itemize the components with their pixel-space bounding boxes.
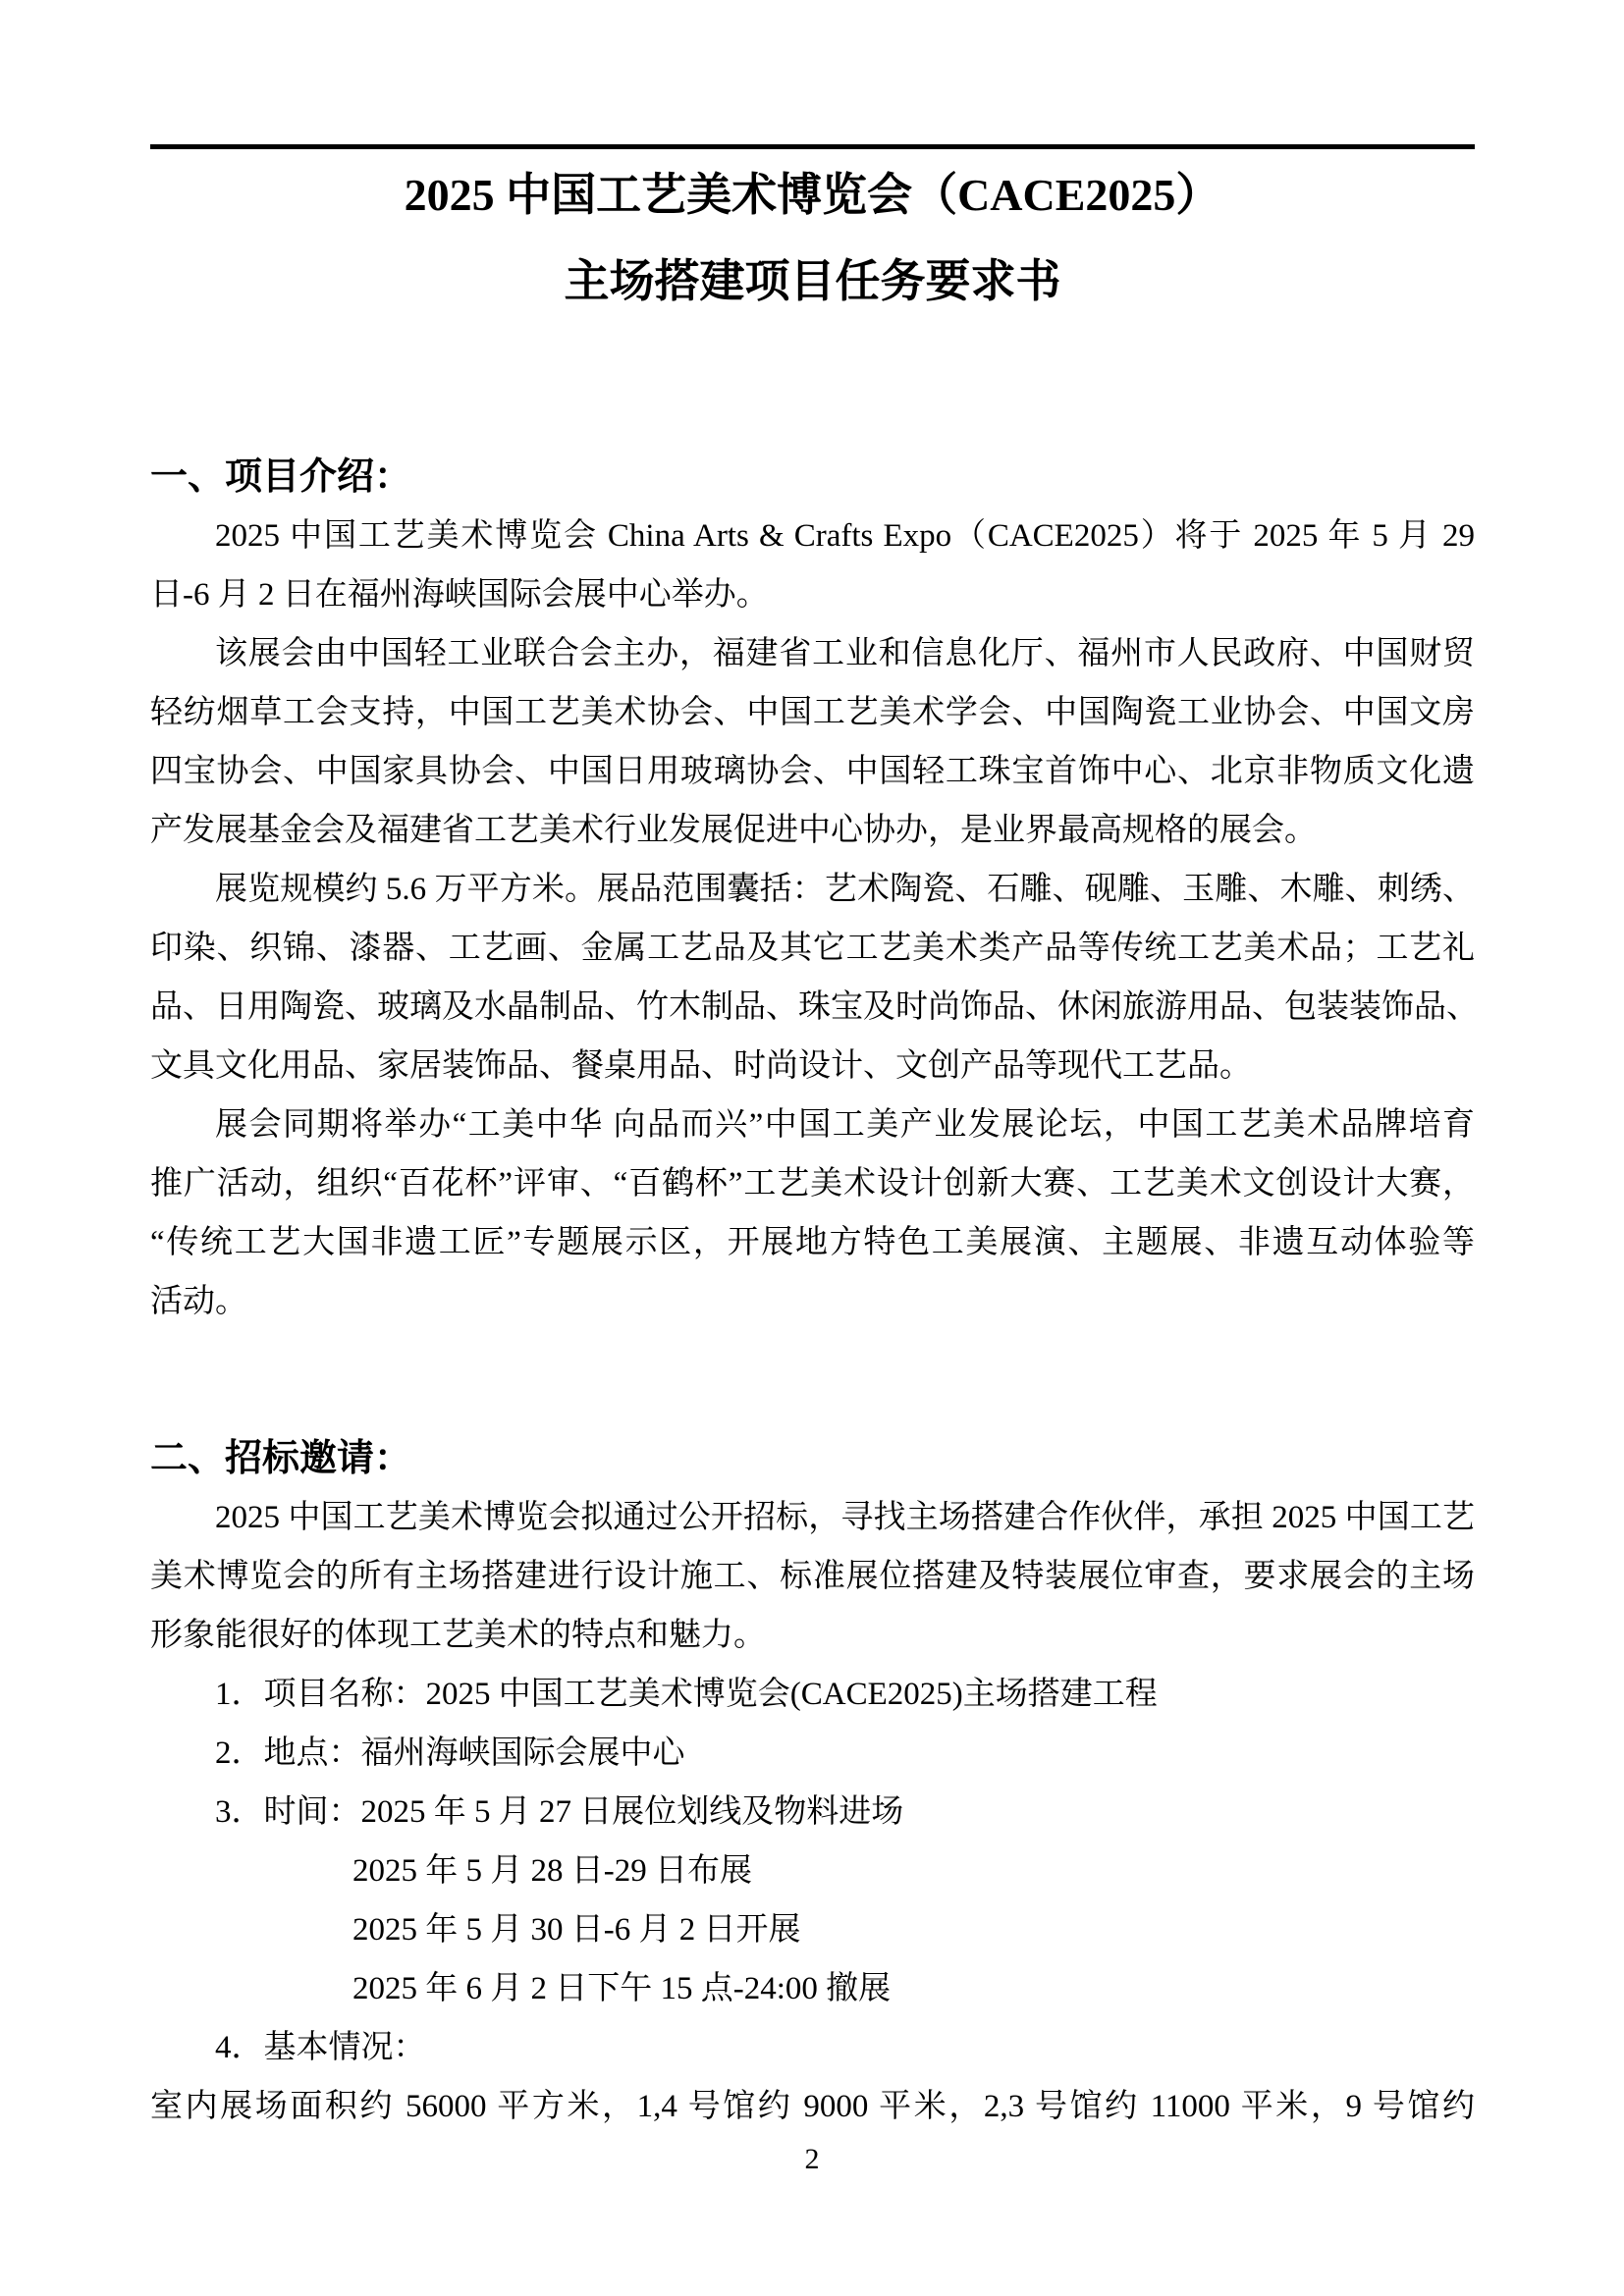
- paragraph-line: 品、日用陶瓷、玻璃及水晶制品、竹木制品、珠宝及时尚饰品、休闲旅游用品、包装装饰品、: [150, 989, 1479, 1025]
- paragraph: [150, 507, 1475, 624]
- paragraph-line: 产发展基金会及福建省工艺美术行业发展促进中心协办，是业界最高规格的展会。: [150, 813, 1317, 848]
- paragraph-line: 四宝协会、中国家具协会、中国日用玻璃协会、中国轻工珠宝首饰中心、北京非物质文化遗: [150, 754, 1475, 789]
- numbered-list: [150, 1665, 1475, 2077]
- section-project-intro: [150, 448, 1479, 1331]
- paragraph-line: 室内展场面积约 56000 平方米，1,4 号馆约 9000 平米，2,3 号馆约 11000 平米，9 号馆约: [150, 2089, 1475, 2124]
- paragraph-line: 该展会由中国轻工业联合会主办，福建省工业和信息化厅、福州市人民政府、中国财贸: [215, 636, 1475, 671]
- paragraph-line: 2025 中国工艺美术博览会拟通过公开招标，寻找主场搭建合作伙伴，承担 2025 中国工艺: [215, 1500, 1475, 1535]
- paragraph: [150, 860, 1479, 1095]
- header-rule: [150, 144, 1475, 149]
- paragraph-line: 日-6 月 2 日在福州海峡国际会展中心举办。: [150, 577, 769, 613]
- paragraph-line: “传统工艺大国非遗工匠”专题展示区，开展地方特色工美展演、主题展、非遗互动体验等: [150, 1225, 1475, 1260]
- section-1-heading: 一、项目介绍：: [150, 456, 412, 498]
- paragraph: [150, 624, 1475, 860]
- paragraph-line: 2025 中国工艺美术博览会 China Arts & Crafts Expo（CACE2025）将于 2025 年 5 月 29: [215, 518, 1475, 554]
- paragraph-line: 展览规模约 5.6 万平方米。展品范围囊括：艺术陶瓷、石雕、砚雕、玉雕、木雕、刺绣、: [215, 872, 1475, 907]
- list-item: 1．项目名称：2025 中国工艺美术博览会(CACE2025)主场搭建工程: [215, 1677, 1158, 1712]
- paragraph-line: 展会同期将举办“工美中华 向品而兴”中国工美产业发展论坛，中国工艺美术品牌培育: [215, 1107, 1475, 1143]
- list-item: 4．基本情况：: [215, 2030, 426, 2065]
- list-item: 3．时间：2025 年 5 月 27 日展位划线及物料进场: [215, 1794, 904, 1830]
- page-number: 2: [804, 2143, 820, 2175]
- paragraph-line: 文具文化用品、家居装饰品、餐桌用品、时尚设计、文创产品等现代工艺品。: [150, 1048, 1252, 1084]
- paragraph: [150, 1095, 1475, 1331]
- paragraph-line: 活动。: [150, 1284, 247, 1319]
- paragraph-line: 轻纺烟草工会支持，中国工艺美术协会、中国工艺美术学会、中国陶瓷工业协会、中国文房: [150, 695, 1475, 730]
- list-item-continuation: 2025 年 5 月 30 日-6 月 2 日开展: [352, 1912, 801, 1948]
- paragraph-line: 推广活动，组织“百花杯”评审、“百鹤杯”工艺美术设计创新大赛、工艺美术文创设计大赛，: [150, 1166, 1475, 1201]
- paragraph-line: 形象能很好的体现工艺美术的特点和魅力。: [150, 1618, 766, 1653]
- section-bid-invitation: [150, 1429, 1475, 2136]
- list-item: 2．地点：福州海峡国际会展中心: [215, 1735, 685, 1771]
- paragraph: [150, 1488, 1475, 1665]
- doc-title-line-2: 主场搭建项目任务要求书: [564, 256, 1061, 306]
- section-2-heading: 二、招标邀请：: [150, 1438, 412, 1479]
- paragraph: [150, 2077, 1475, 2136]
- list-item-continuation: 2025 年 6 月 2 日下午 15 点-24:00 撤展: [352, 1971, 892, 2006]
- list-item-continuation: 2025 年 5 月 28 日-29 日布展: [352, 1853, 752, 1889]
- paragraph-line: 美术博览会的所有主场搭建进行设计施工、标准展位搭建及特装展位审查，要求展会的主场: [150, 1559, 1475, 1594]
- paragraph-line: 印染、织锦、漆器、工艺画、金属工艺品及其它工艺美术类产品等传统工艺美术品；工艺礼: [150, 931, 1475, 966]
- doc-title-line-1: 2025 中国工艺美术博览会（CACE2025）: [404, 170, 1221, 220]
